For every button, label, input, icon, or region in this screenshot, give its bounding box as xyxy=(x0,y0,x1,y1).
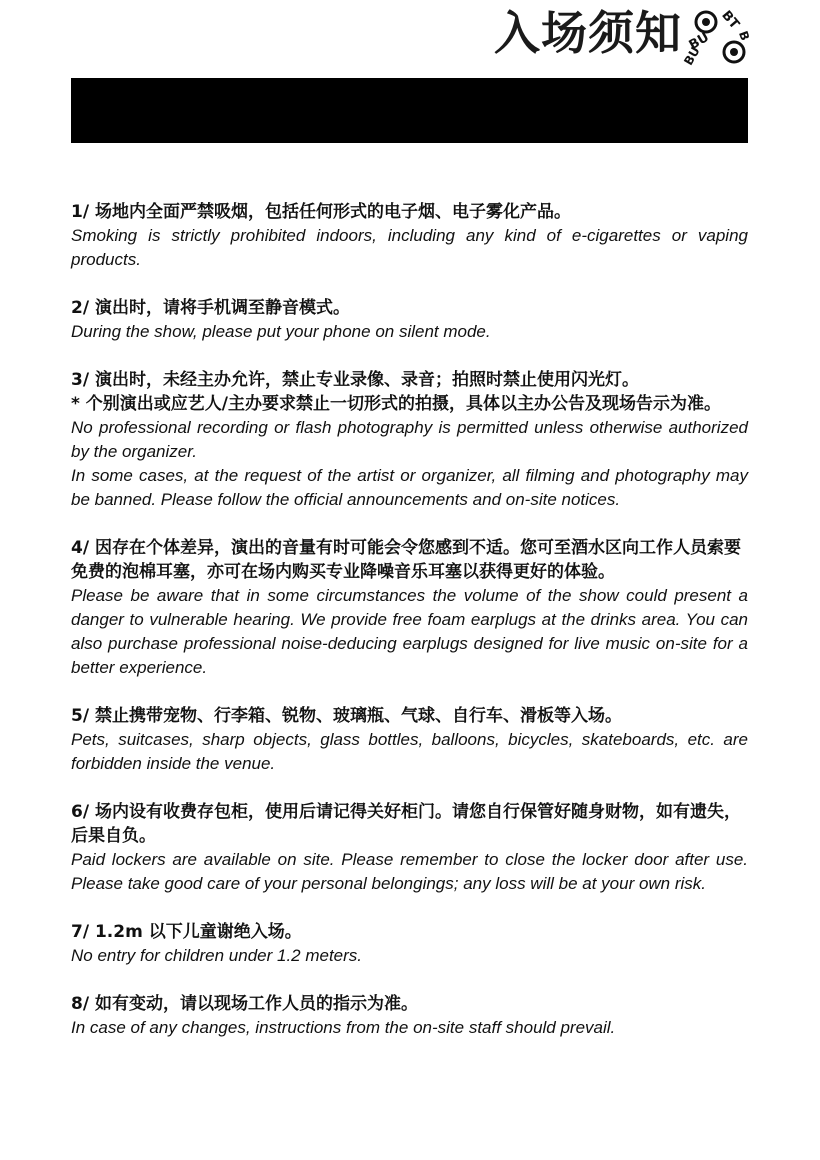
rules-list xyxy=(71,200,748,1064)
rule-item-8 xyxy=(71,992,748,1040)
rule-item-4 xyxy=(71,536,748,680)
rule-chinese-text: 7/ 1.2m 以下儿童谢绝入场。 xyxy=(71,922,302,942)
rule-item-1 xyxy=(71,200,748,272)
rule-english-text: In case of any changes, instructions from the on-site staff should prevail. xyxy=(71,1018,616,1037)
rule-chinese-text: 2/ 演出时，请将手机调至静音模式。 xyxy=(71,298,350,318)
rule-chinese-text: 3/ 演出时，未经主办允许，禁止专业录像、录音；拍照时禁止使用闪光灯。 xyxy=(71,370,639,390)
black-banner xyxy=(71,78,748,143)
svg-text:BT: BT xyxy=(718,8,742,33)
rule-item-3 xyxy=(71,368,748,512)
rule-chinese-text: 6/ 场内设有收费存包柜，使用后请记得关好柜门。请您自行保管好随身财物，如有遗失，后果自负。 xyxy=(71,802,741,846)
rule-english-text: During the show, please put your phone on silent mode. xyxy=(71,322,491,341)
rule-english-text: No entry for children under 1.2 meters. xyxy=(71,946,363,965)
page-title: 入场须知 xyxy=(494,6,682,60)
header xyxy=(0,0,820,72)
svg-text:BU: BU xyxy=(686,29,712,54)
rule-item-6 xyxy=(71,800,748,896)
svg-text:BU: BU xyxy=(681,44,703,68)
rule-item-7 xyxy=(71,920,748,968)
rule-chinese-text: 8/ 如有变动，请以现场工作人员的指示为准。 xyxy=(71,994,418,1014)
svg-text:B: B xyxy=(735,29,753,43)
rule-chinese-text: 5/ 禁止携带宠物、行李箱、锐物、玻璃瓶、气球、自行车、滑板等入场。 xyxy=(71,706,622,726)
rule-english-text: No professional recording or flash photography is permitted unless otherwise authorized by the organizer. xyxy=(71,418,748,461)
rule-item-5 xyxy=(71,704,748,776)
rule-english-text: Please be aware that in some circumstances the volume of the show could present a danger to vulnerable hearing. We provide free foam earplugs at the drinks area. You can also purchase professional noise-deducing earplugs designed for live music on-site for a better experience. xyxy=(71,586,748,677)
rule-english-text: Pets, suitcases, sharp objects, glass bottles, balloons, bicycles, skateboards, etc. are forbidden inside the venue. xyxy=(71,730,748,773)
rule-english-text: Smoking is strictly prohibited indoors, including any kind of e-cigarettes or vaping products. xyxy=(71,226,748,269)
rule-item-2 xyxy=(71,296,748,344)
bubu-btb-logo xyxy=(681,4,754,68)
rule-chinese-text: 1/ 场地内全面严禁吸烟，包括任何形式的电子烟、电子雾化产品。 xyxy=(71,202,571,222)
rule-english-text: Paid lockers are available on site. Please remember to close the locker door after use. Please take good care of your personal belongings; any loss will be at your own risk. xyxy=(71,850,748,893)
rule-english-text: In some cases, at the request of the artist or organizer, all filming and photography may be banned. Please follow the official announcements and on-site notices. xyxy=(71,466,748,509)
rule-chinese-text: * 个别演出或应艺人/主办要求禁止一切形式的拍摄，具体以主办公告及现场告示为准。 xyxy=(71,394,722,414)
rule-chinese-text: 4/ 因存在个体差异，演出的音量有时可能会令您感到不适。您可至酒水区向工作人员索要免费的泡棉耳塞，亦可在场内购买专业降噪音乐耳塞以获得更好的体验。 xyxy=(71,538,741,582)
